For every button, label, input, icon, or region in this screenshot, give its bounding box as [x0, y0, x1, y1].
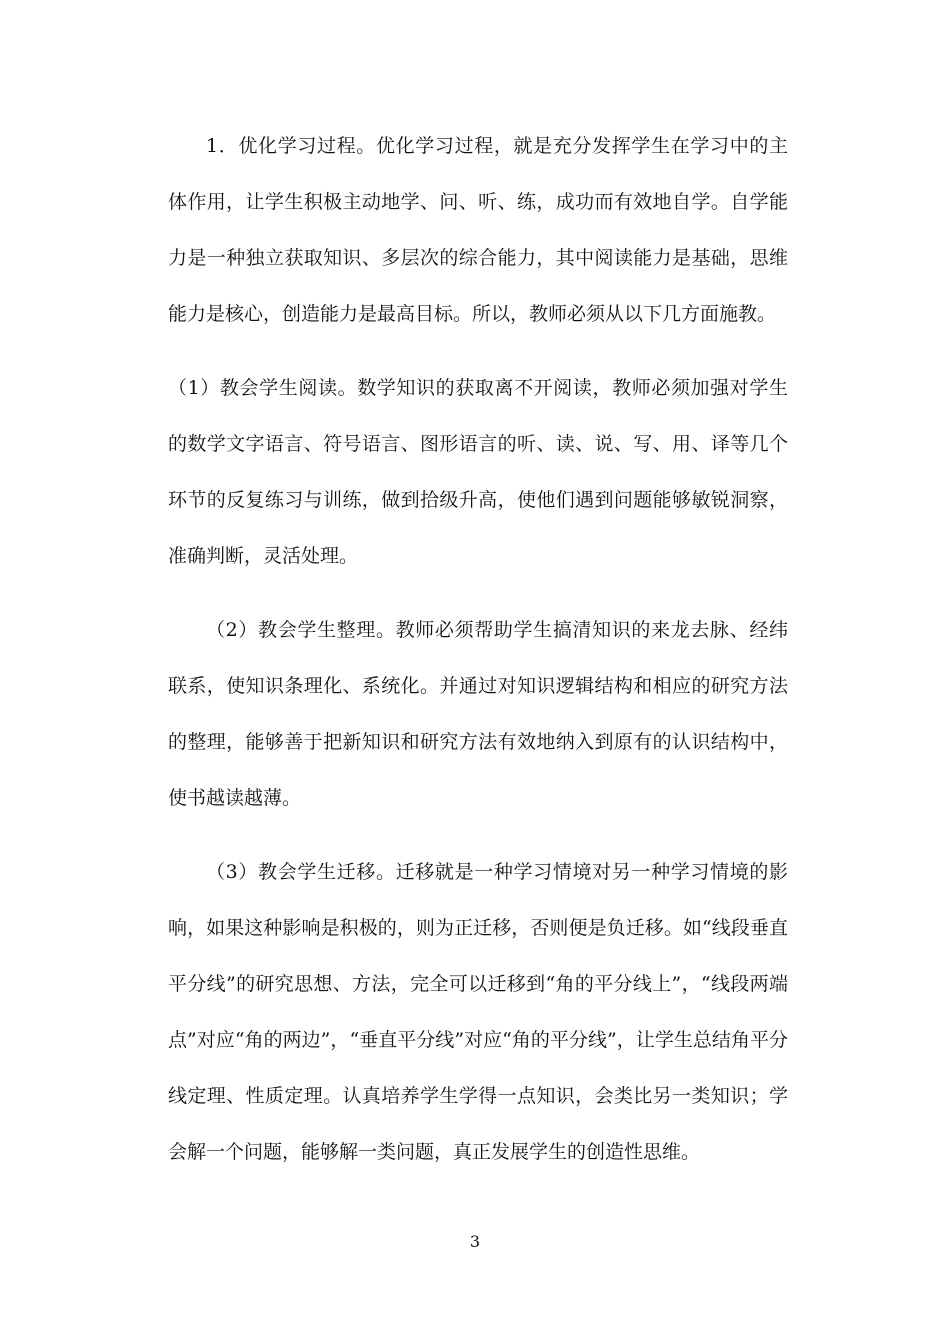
document-body — [168, 118, 788, 1180]
paragraph-teach-transfer: （3）教会学生迁移。迁移就是一种学习情境对另一种学习情境的影响，如果这种影响是积极的，则为正迁移，否则便是负迁移。如“线段垂直平分线”的研究思想、方法，完全可以迁移到“角的平分线上”，“线段两端点”对应“角的两边”，“垂直平分线”对应“角的平分线”，让学生总结角平分线定理、性质定理。认真培养学生学得一点知识，会类比另一类知识；学会解一个问题，能够解一类问题，真正发展学生的创造性思维。 — [168, 861, 788, 1163]
paragraph-optimize-learning: 1．优化学习过程。优化学习过程，就是充分发挥学生在学习中的主体作用，让学生积极主动地学、问、听、练，成功而有效地自学。自学能力是一种独立获取知识、多层次的综合能力，其中阅读能力是基础，思维能力是核心，创造能力是最高目标。所以，教师必须从以下几方面施教。 — [168, 135, 788, 325]
page-number: 3 — [469, 1232, 481, 1251]
paragraph-teach-reading: （1）教会学生阅读。数学知识的获取离不开阅读，教师必须加强对学生的数学文字语言、符号语言、图形语言的听、读、说、写、用、译等几个环节的反复练习与训练，做到拾级升高，使他们遇到问题能够敏锐洞察，准确判断，灵活处理。 — [168, 377, 788, 567]
paragraph-teach-organizing: （2）教会学生整理。教师必须帮助学生搞清知识的来龙去脉、经纬联系，使知识条理化、系统化。并通过对知识逻辑结构和相应的研究方法的整理，能够善于把新知识和研究方法有效地纳入到原有的认识结构中，使书越读越薄。 — [168, 619, 788, 809]
